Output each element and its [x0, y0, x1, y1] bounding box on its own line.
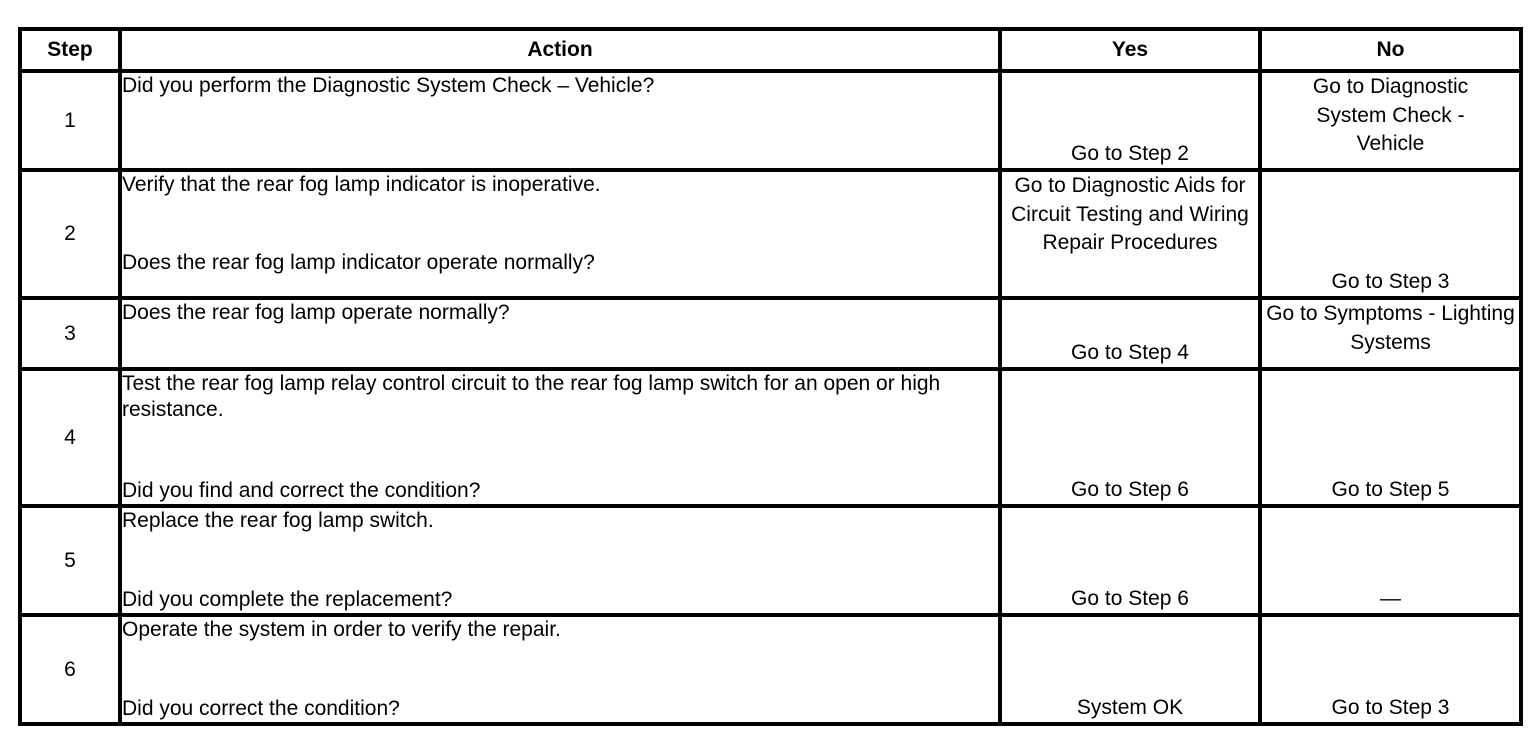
action-text: Test the rear fog lamp relay control circuit to the rear fog lamp switch for an open or high resistance. — [122, 372, 941, 421]
header-step: Step — [20, 29, 120, 71]
yes-cell: Go to Step 6 — [1000, 369, 1260, 506]
header-row — [20, 29, 1521, 71]
step-number: 2 — [20, 170, 120, 298]
action-text: Did you perform the Diagnostic System Check – Vehicle? — [122, 74, 655, 97]
header-no: No — [1260, 29, 1521, 71]
table-row — [20, 506, 1521, 615]
yes-cell: System OK — [1000, 615, 1260, 724]
table-row — [20, 369, 1521, 506]
step-number: 5 — [20, 506, 120, 615]
no-cell: — — [1260, 506, 1521, 615]
action-question: Did you find and correct the condition? — [122, 479, 481, 502]
header-yes: Yes — [1000, 29, 1260, 71]
yes-cell: Go to Step 4 — [1000, 298, 1260, 369]
table-row — [20, 170, 1521, 298]
action-cell — [120, 506, 1000, 615]
header-action: Action — [120, 29, 1000, 71]
table-row — [20, 298, 1521, 369]
action-cell — [120, 298, 1000, 369]
diagnostic-table — [18, 27, 1523, 726]
action-cell — [120, 170, 1000, 298]
action-question: Did you complete the replacement? — [122, 588, 453, 611]
action-question: Does the rear fog lamp indicator operate normally? — [122, 251, 595, 274]
no-cell: Go to Step 3 — [1260, 615, 1521, 724]
no-cell: Go to Step 3 — [1260, 170, 1521, 298]
table-row — [20, 71, 1521, 170]
action-cell — [120, 369, 1000, 506]
no-cell: Go to Diagnostic System Check - Vehicle — [1260, 71, 1521, 170]
action-cell — [120, 615, 1000, 724]
yes-cell: Go to Step 6 — [1000, 506, 1260, 615]
no-cell: Go to Symptoms - Lighting Systems — [1260, 298, 1521, 369]
action-question: Did you correct the condition? — [122, 697, 400, 720]
action-cell — [120, 71, 1000, 170]
action-text: Does the rear fog lamp operate normally? — [122, 301, 510, 324]
table-row — [20, 615, 1521, 724]
step-number: 1 — [20, 71, 120, 170]
action-text: Verify that the rear fog lamp indicator is inoperative. — [122, 173, 601, 196]
step-number: 6 — [20, 615, 120, 724]
yes-cell: Go to Step 2 — [1000, 71, 1260, 170]
step-number: 4 — [20, 369, 120, 506]
yes-cell: Go to Diagnostic Aids for Circuit Testing and Wiring Repair Procedures — [1000, 170, 1260, 298]
no-cell: Go to Step 5 — [1260, 369, 1521, 506]
action-text: Operate the system in order to verify the repair. — [122, 618, 561, 641]
step-number: 3 — [20, 298, 120, 369]
action-text: Replace the rear fog lamp switch. — [122, 509, 434, 532]
